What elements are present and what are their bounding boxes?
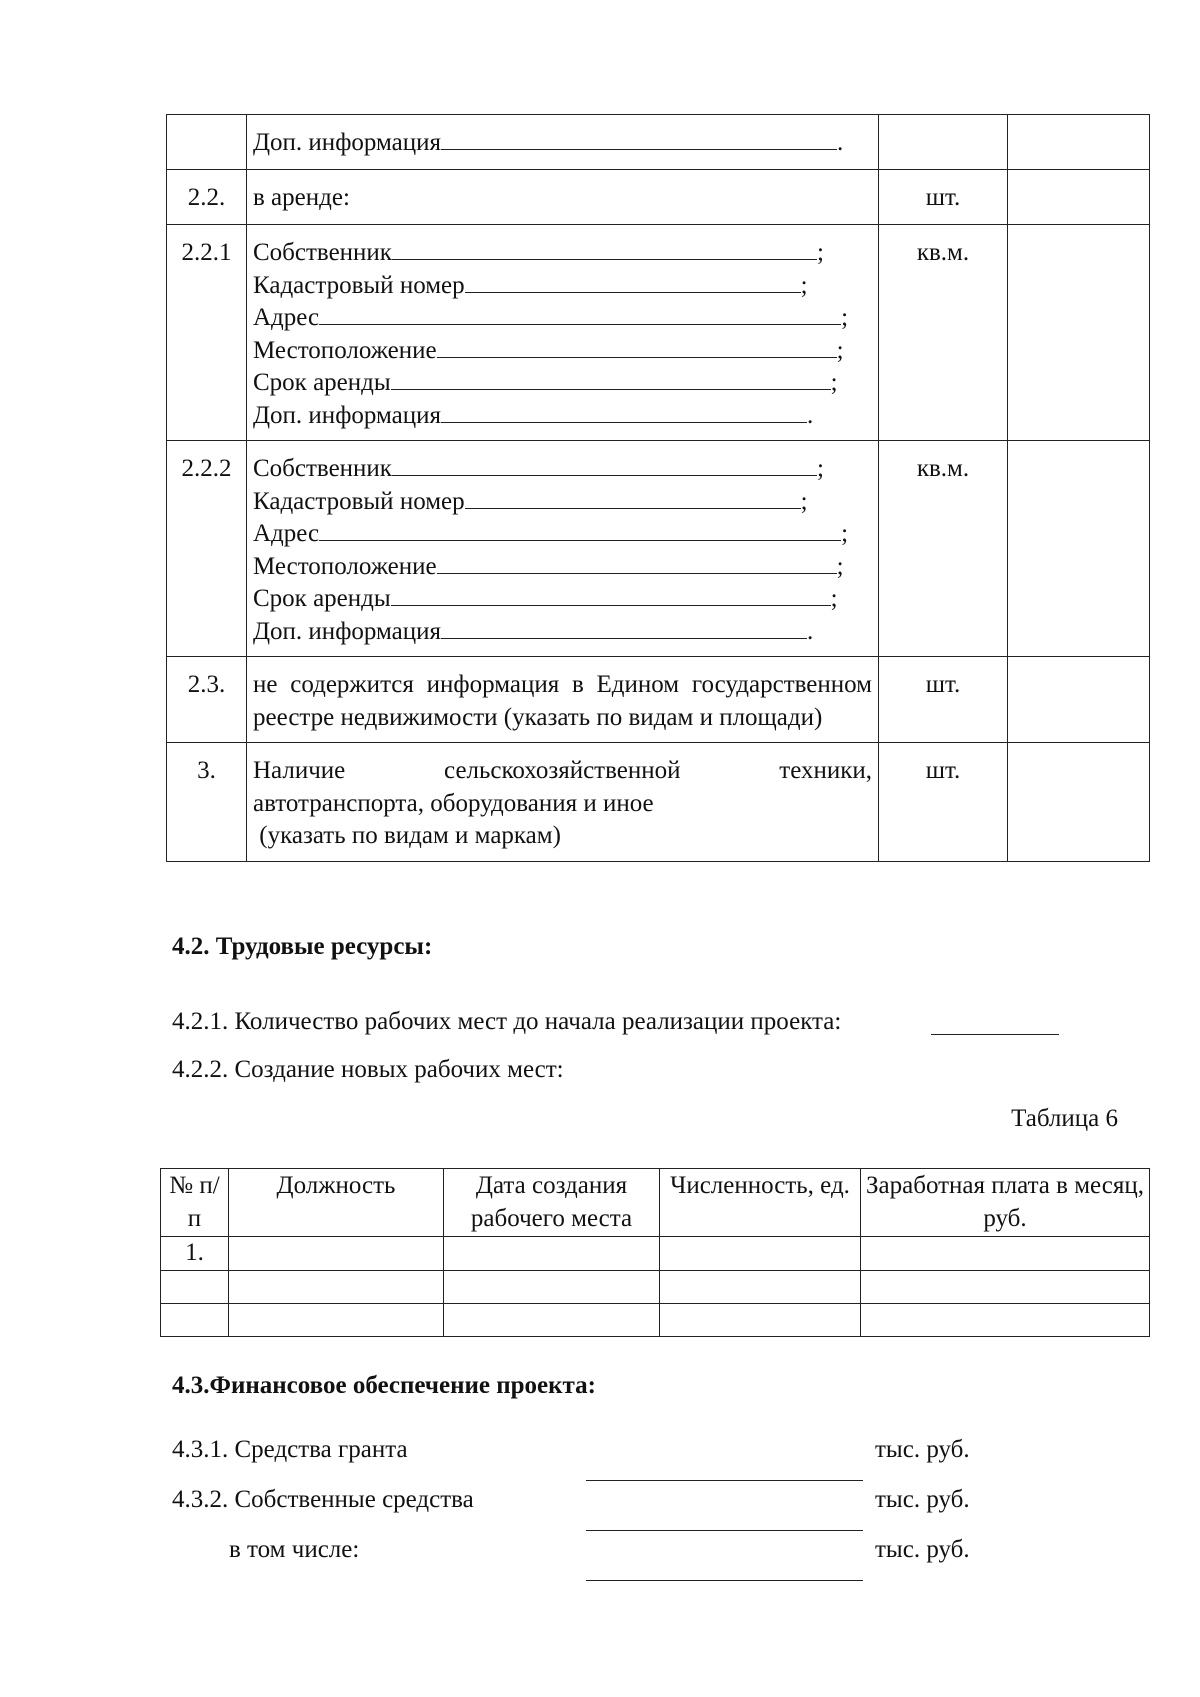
field-end: ; [800,487,808,515]
column-header: Дата создания рабочего места [444,1169,660,1237]
property-table [166,114,1150,862]
row-unit [879,115,1008,170]
blank-line[interactable] [391,583,831,606]
blank-line[interactable] [391,367,831,390]
grant-funds-unit: тыс. руб. [875,1436,970,1463]
table-cell[interactable] [229,1270,444,1303]
row-unit: шт. [879,170,1008,225]
row-value[interactable] [1008,170,1150,225]
row-unit: шт. [879,657,1008,743]
row-description: не содержится информация в Едином государственном реестре недвижимости (указать по видам и площади) [247,657,879,743]
field-label: Срок аренды [253,585,391,612]
row-number: 2.2. [167,170,247,225]
table-cell[interactable] [660,1237,861,1271]
including-label: в том числе: [229,1536,360,1563]
table-cell[interactable] [229,1303,444,1336]
row-number [167,115,247,170]
row-description [247,225,879,441]
field-label: Доп. информация [253,129,442,156]
grant-funds-field[interactable] [586,1480,863,1481]
field-label: Кадастровый номер [253,487,465,515]
row-number: 2.3. [167,657,247,743]
row-value[interactable] [1008,743,1150,862]
field-label: Адрес [253,304,320,331]
table-row [167,115,1150,170]
blank-line[interactable] [319,518,841,541]
section-title: 4.3.Финансовое обеспечение проекта: [172,1372,596,1399]
row-number: 2.2.1 [167,225,247,441]
field-end: . [807,617,814,645]
row-value[interactable] [1008,115,1150,170]
table-row [161,1237,1150,1271]
table-row [167,225,1150,441]
column-header: № п/п [161,1169,229,1237]
jobs-table [160,1168,1150,1337]
row-value[interactable] [1008,441,1150,657]
table-cell[interactable] [161,1303,229,1336]
grant-funds-label: 4.3.1. Средства гранта [172,1436,408,1463]
row-value[interactable] [1008,657,1150,743]
description-line: автотранспорта, оборудования и иное [253,789,654,817]
table-cell[interactable] [444,1270,660,1303]
column-header: Должность [229,1169,444,1237]
row-value[interactable] [1008,225,1150,441]
table-cell[interactable] [861,1270,1150,1303]
column-header: Численность, ед. [660,1169,861,1237]
blank-line[interactable] [465,486,801,509]
table-cell[interactable] [161,1270,229,1303]
blank-line[interactable] [392,237,817,260]
table-cell[interactable] [444,1237,660,1271]
row-description [247,441,879,657]
blank-line[interactable] [441,400,807,423]
row-description [247,743,879,862]
table-header-row [161,1169,1150,1237]
field-label: Собственник [253,455,392,482]
field-end: ; [836,336,844,364]
row-description [247,115,879,170]
new-jobs-label: 4.2.2. Создание новых рабочих мест: [172,1056,564,1083]
field-end: ; [816,455,824,482]
field-end: . [837,129,844,156]
field-end: ; [841,304,849,331]
field-label: Местоположение [253,336,437,364]
including-field[interactable] [586,1580,863,1581]
blank-line[interactable] [441,127,837,150]
field-label: Кадастровый номер [253,271,465,299]
including-unit: тыс. руб. [875,1536,970,1563]
field-label: Срок аренды [253,369,391,396]
field-end: ; [816,239,824,266]
description-line: Наличие сельскохозяйственной техники, [253,757,872,784]
own-funds-label: 4.3.2. Собственные средства [172,1486,474,1513]
table-cell: 1. [161,1237,229,1271]
field-end: ; [836,552,844,580]
table-caption: Таблица 6 [1011,1105,1118,1132]
field-label: Доп. информация [253,617,442,645]
description-line: (указать по видам и маркам) [253,822,561,849]
table-row [167,170,1150,225]
blank-line[interactable] [437,551,837,574]
table-row [167,657,1150,743]
blank-line[interactable] [319,302,841,325]
row-description: в аренде: [247,170,879,225]
blank-line[interactable] [465,270,801,293]
row-number: 3. [167,743,247,862]
jobs-before-label: 4.2.1. Количество рабочих мест до начала реализации проекта: [172,1008,842,1035]
row-unit: кв.м. [879,225,1008,441]
row-number: 2.2.2 [167,441,247,657]
column-header: Заработная плата в месяц, руб. [861,1169,1150,1237]
field-end: ; [800,271,808,299]
field-end: ; [830,585,838,612]
table-cell[interactable] [660,1270,861,1303]
section-title: 4.2. Трудовые ресурсы: [172,933,433,960]
table-row [167,441,1150,657]
table-row [167,743,1150,862]
field-label: Адрес [253,520,320,547]
field-label: Местоположение [253,552,437,580]
field-end: ; [841,520,849,547]
table-cell[interactable] [861,1303,1150,1336]
table-cell[interactable] [229,1237,444,1271]
own-funds-field[interactable] [586,1530,863,1531]
jobs-before-field[interactable] [931,1034,1059,1035]
table-row [161,1270,1150,1303]
field-label: Доп. информация [253,401,442,429]
blank-line[interactable] [392,453,817,476]
table-cell[interactable] [444,1303,660,1336]
field-end: ; [830,369,838,396]
field-label: Собственник [253,239,392,266]
blank-line[interactable] [437,335,837,358]
table-cell[interactable] [660,1303,861,1336]
row-unit: шт. [879,743,1008,862]
blank-line[interactable] [441,616,807,639]
field-end: . [807,401,814,429]
own-funds-unit: тыс. руб. [875,1486,970,1513]
table-row [161,1303,1150,1336]
table-cell[interactable] [861,1237,1150,1271]
row-unit: кв.м. [879,441,1008,657]
